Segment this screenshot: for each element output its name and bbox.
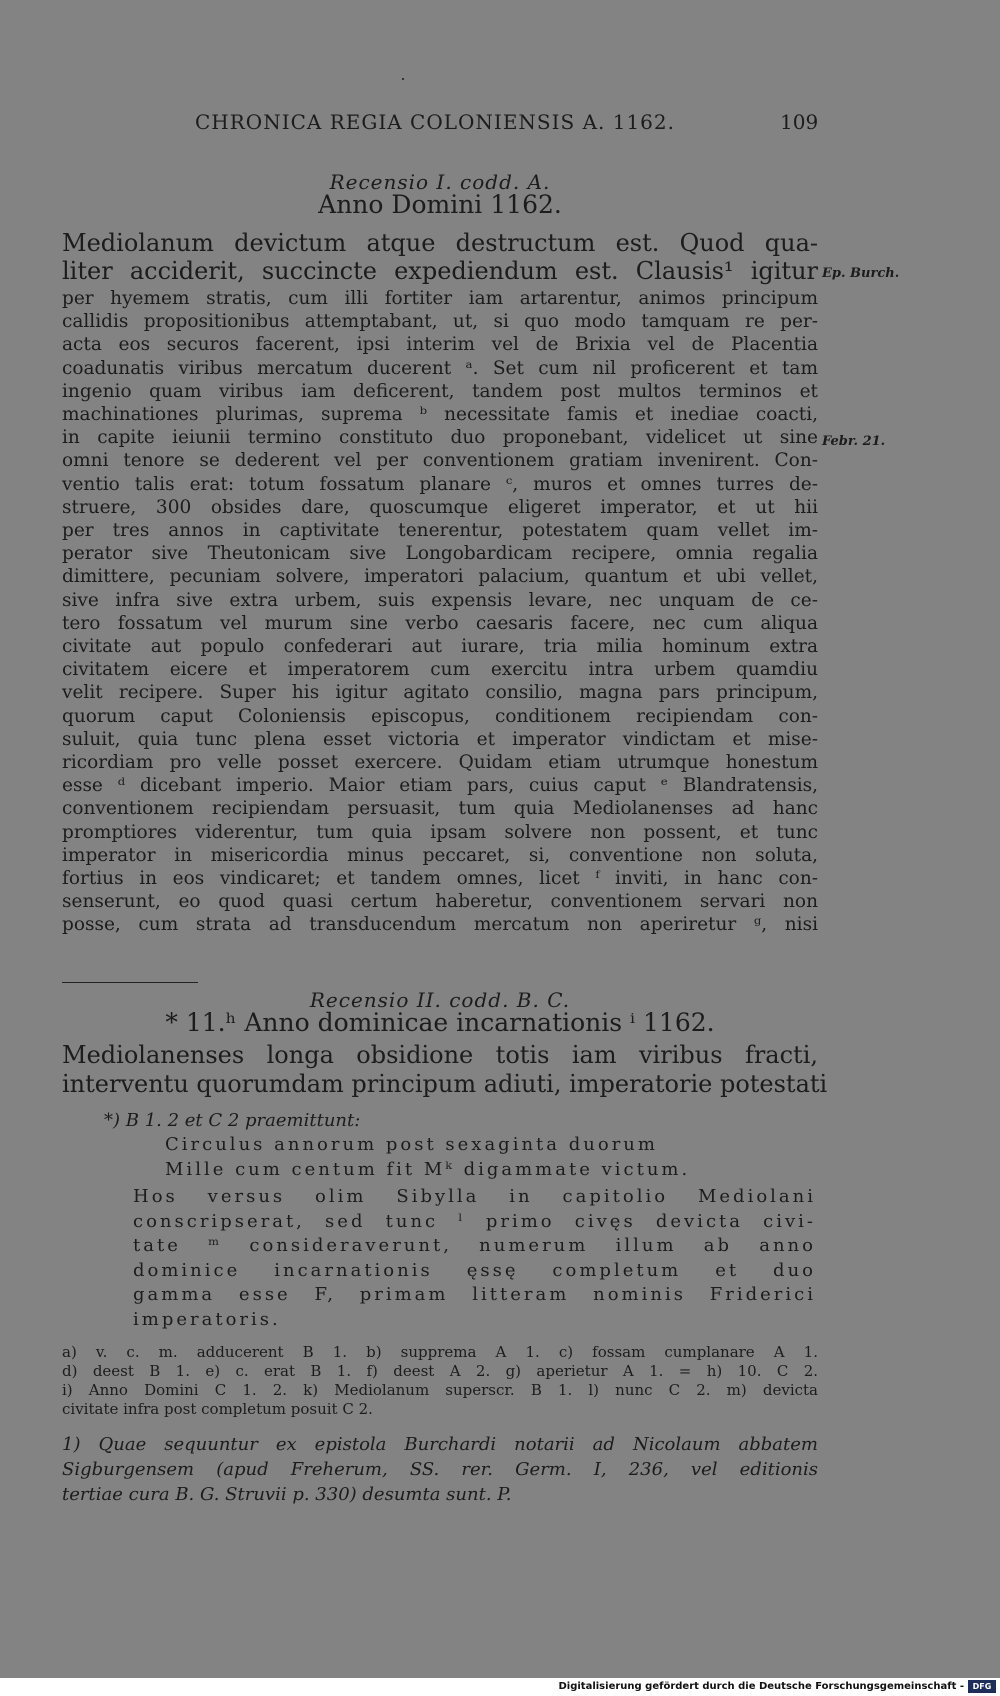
recensio-1-text-line: conventionem recipiendam persuasit, tum quia Mediolanenses ad hanc [62,798,818,820]
verse-line-2: Mille cum centum fit Mᵏ digammate victum. [165,1159,691,1180]
dfg-logo: DFG [968,1680,996,1693]
text2-line: Mediolanenses longa obsidione totis iam viribus fracti, [62,1041,818,1069]
prose-line: conscripserat, sed tunc ˡ primo civęs devicta civi- [133,1210,816,1232]
footnote-line: Sigburgensem (apud Freherum, SS. rer. Germ. I, 236, vel editionis [62,1459,818,1480]
running-title: CHRONICA REGIA COLONIENSIS A. 1162. [195,110,675,134]
variants-line: d) deest B 1. e) c. erat B 1. f) deest A 2. g) aperietur A 1. = h) 10. C 2. [62,1362,818,1380]
recensio-2-label: Recensio II. codd. B. C. [309,988,571,1012]
recensio-1-text-line: velit recipere. Super his igitur agitato consilio, magna pars principum, [62,682,818,704]
recensio-1-text-line: fortius in eos vindicaret; et tandem omnes, licet ᶠ inviti, in hanc con- [62,868,818,889]
recensio-1-label: Recensio I. codd. A. [329,170,551,194]
prose-line: imperatoris. [133,1309,281,1330]
recensio-1-text-line: struere, 300 obsides dare, quoscumque eligeret imperator, et ut hii [62,496,818,518]
recensio-1-text-line: Mediolanum devictum atque destructum est. Quod qua- [62,229,818,257]
prose-line: tate ᵐ consideraverunt, numerum illum ab anno [133,1235,816,1257]
recensio-1-text-line: in capite ieiunii termino constituto duo proponebant, videlicet ut sine [62,427,818,449]
divider-rule [62,982,198,983]
recensio-2-title: * 11.ʰ Anno dominicae incarnationis ⁱ 1162. [165,1008,715,1037]
footnote-line: 1) Quae sequuntur ex epistola Burchardi notarii ad Nicolaum abbatem [62,1434,818,1455]
recensio-1-text-line: senserunt, eo quod quasi certum haberetur, conventionem servari non [62,891,818,913]
variants-line: civitate infra post completum posuit C 2. [62,1400,373,1418]
prose-line: gamma esse F, primam litteram nominis Friderici [133,1284,816,1306]
variants-line: a) v. c. m. adducerent B 1. b) supprema A 1. c) fossam cumplanare A 1. [62,1343,818,1361]
recensio-1-text-line: sive infra sive extra urbem, suis expensis levare, nec unquam de ce- [62,589,818,611]
speck [402,78,404,80]
recensio-1-text-line: suluit, quia tunc plena esset victoria et imperator vindictam et mise- [62,728,818,750]
recensio-1-text-line: esse ᵈ dicebant imperio. Maior etiam pars, cuius caput ᵉ Blandratensis, [62,775,818,797]
recensio-1-text-line: ingenio quam viribus iam deficerent, tandem post multos terminos et [62,380,818,402]
prose-line: dominice incarnationis ęssę completum et duo [133,1259,816,1281]
recensio-1-text-line: per tres annos in captivitate tenerentur, potestatem quam vellet im- [62,520,818,541]
bottom-bar [0,1678,1000,1696]
recensio-1-text-line: ricordiam pro velle posset exercere. Quidam etiam utrumque honestum [62,752,818,773]
recensio-1-text-line: quorum caput Coloniensis episcopus, conditionem recipiendam con- [62,705,818,727]
recensio-1-text-line: perator sive Theutonicam sive Longobardicam recipere, omnia regalia [62,543,818,565]
margin-note-ep-burch: Ep. Burch. [822,266,900,281]
recensio-1-text-line: ventio talis erat: totum fossatum planare ᶜ, muros et omnes turres de- [62,473,818,495]
note-star-intro: *) B 1. 2 et C 2 praemittunt: [104,1110,361,1131]
recensio-1-text-line: coadunatis viribus mercatum ducerent ᵃ. Set cum nil proficerent et tam [62,357,818,379]
recensio-1-text-line: imperator in misericordia minus peccaret, si, conventione non soluta, [62,844,818,866]
recensio-1-text-line: tero fossatum vel murum sine verbo caesaris facere, nec cum aliqua [62,612,818,634]
recensio-1-text-line: posse, cum strata ad transducendum mercatum non aperiretur ᵍ, nisi [62,914,818,936]
recensio-1-text-line: civitate aut populo confederari aut iurare, tria milia hominum extra [62,636,818,657]
recensio-1-text-line: liter acciderit, succincte expediendum est. Clausis¹ igitur [62,257,818,285]
margin-note-febr: Febr. 21. [822,434,886,449]
recensio-1-text-line: civitatem eicere et imperatorem cum exercitu intra urbem quamdiu [62,659,818,681]
variants-line: i) Anno Domini C 1. 2. k) Mediolanum superscr. B 1. l) nunc C 2. m) devicta [62,1381,818,1399]
prose-line: Hos versus olim Sibylla in capitolio Mediolani [133,1186,816,1207]
recensio-1-text-line: callidis propositionibus attemptabant, ut, si quo modo tamquam re per- [62,311,818,333]
page-number: 109 [780,110,819,134]
recensio-1-text-line: acta eos securos facerent, ipsi interim vel de Brixia vel de Placentia [62,334,818,356]
recensio-1-text-line: dimittere, pecuniam solvere, imperatori palacium, quantum et ubi vellet, [62,566,818,588]
credit-text: Digitalisierung gefördert durch die Deutsche Forschungsgemeinschaft - [558,1681,964,1692]
recensio-1-text-line: omni tenore se dederent vel per conventionem gratiam invenirent. Con- [62,450,818,472]
recensio-1-text-line: promptiores viderentur, tum quia ipsam solvere non possent, et tunc [62,821,818,843]
recensio-1-text-line: machinationes plurimas, suprema ᵇ necessitate famis et inediae coacti, [62,404,818,425]
text2-line: interventu quorumdam principum adiuti, imperatorie potestati [62,1070,828,1098]
recensio-1-text-line: per hyemem stratis, cum illi fortiter iam artarentur, animos principum [62,288,818,309]
footnote-line: tertiae cura B. G. Struvii p. 330) desumta sunt. P. [62,1484,512,1505]
recensio-1-title: Anno Domini 1162. [318,190,562,219]
verse-line-1: Circulus annorum post sexaginta duorum [165,1134,658,1155]
